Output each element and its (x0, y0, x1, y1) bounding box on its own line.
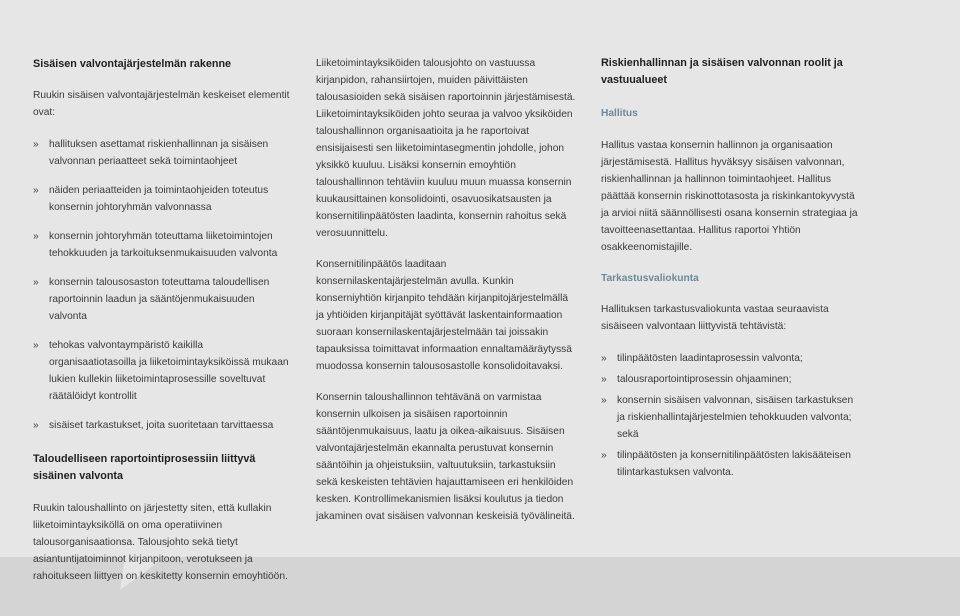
list-item: » näiden periaatteiden ja toimintaohjeiden toteutus konsernin johtoryhmän valvonnassa (33, 182, 290, 216)
list-item: » hallituksen asettamat riskienhallinnan ja sisäisen valvonnan periaatteet sekä toimintaohjeet (33, 136, 290, 170)
list-item: » tilinpäätösten ja konsernitilinpäätösten lakisääteisen tilintarkastuksen valvonta. (601, 447, 859, 481)
list-item: » talousraportointiprosessin ohjaaminen; (601, 371, 859, 388)
audit-committee-subheading: Tarkastusvaliokunta (601, 273, 699, 284)
list-item: » tehokas valvontaympäristö kaikilla organisaatiotasoilla ja liiketoimintayksiköissä mukaan lukien kullekin liiketoimintaprosessille soveltuvat räätälöidyt kontrollit (33, 337, 290, 405)
middle-paragraph-2: Konsernitilinpäätös laaditaan konsernilaskentajärjestelmän avulla. Kunkin konserniyhtiön kirjanpito tehdään kirjanpitojärjestelmällä ja yhtiöiden kirjanpitäjät syöttävät laskentainformaation suoraan konsernilaskentajärjestelmään tai joissakin tapauksissa toimittavat informaation ennaltamääräytyssä muodossa konsernin talousosastolle konsolidoitavaksi. (316, 259, 572, 372)
list-item: » tilinpäätösten laadintaprosessin valvonta; (601, 350, 859, 367)
list-item: » konsernin sisäisen valvonnan, sisäisen tarkastuksen ja riskienhallintajärjestelmien tehokkuuden valvonta; sekä (601, 392, 859, 443)
structure-intro: Ruukin sisäisen valvontajärjestelmän keskeiset elementit ovat: (33, 90, 290, 118)
middle-paragraph-3: Konsernin taloushallinnon tehtävänä on varmistaa konsernin ulkoisen ja sisäisen raportoinnin sääntöjenmukaisuus, laatu ja oikea-aikaisuus. Sisäisen valvontajärjestelmän ekannalta perustuvat konsernin sääntöihin ja ohjeistuksiin, valtuutuksiin, tarkastuksiin sekä keskeisten tehtävien hajauttamiseen eri henkilöiden kesken. Kontrollimekanismien lisäksi koulutus ja tiedon jakaminen ovat sisäisen valvonnan keskeisiä työvälineitä. (316, 392, 575, 522)
audit-committee-bullet-list (601, 350, 859, 481)
list-item: » sisäiset tarkastukset, joita suoritetaan tarvittaessa (33, 417, 290, 434)
list-item: » konsernin johtoryhmän toteuttama liiketoimintojen tehokkuuden ja tarkoituksenmukaisuuden valvonta (33, 228, 290, 262)
structure-heading: Sisäisen valvontajärjestelmän rakenne (33, 58, 232, 70)
board-subheading: Hallitus (601, 108, 638, 119)
roles-heading: Riskienhallinnan ja sisäisen valvonnan roolit ja vastuualueet (601, 57, 843, 86)
right-column (601, 0, 859, 485)
middle-paragraph-1: Liiketoimintayksiköiden talousjohto on vastuussa kirjanpidon, rahansiirtojen, muiden päivittäisten talousasioiden sekä sisäisen raportoinnin järjestämisestä. Liiketoimintayksiköiden johto seuraa ja valvoo yksiköiden taloushallinnon organisaatioita ja he raportoivat ensisijaisesti sen liiketoimintasegmentin johdolle, johon yksikkö kuuluu. Lisäksi konsernin emoyhtiön taloushallinnon tehtäviin kuuluu muun muassa konsernin kuukausittainen konsolidointi, osavuosikatsausten ja konsernitilinpäätösten laadinta, konsernin rahoitus sekä verosuunnittelu. (316, 58, 576, 239)
audit-committee-paragraph: Hallituksen tarkastusvaliokunta vastaa seuraavista sisäiseen valvontaan liittyvistä tehtävistä: (601, 304, 829, 332)
list-item: » konsernin talousosaston toteuttama taloudellisen raportoinnin laadun ja sääntöjenmukaisuuden valvonta (33, 274, 290, 325)
structure-bullet-list (33, 136, 290, 434)
board-paragraph: Hallitus vastaa konsernin hallinnon ja organisaation järjestämisestä. Hallitus hyväksyy sisäisen valvonnan, riskienhallinnan ja hallinnon toimintaohjeet. Hallitus päättää konsernin riskinottotasosta ja riskinkantokyvystä ja arvioi niitä säännöllisesti osana konsernin strategiaa ja tavoitteenasettantaa. Hallitus raportoi Yhtiön osakkeenomistajille. (601, 140, 858, 253)
left-column (33, 0, 290, 585)
reporting-heading: Taloudelliseen raportointiprosessiin liittyvä sisäinen valvonta (33, 453, 256, 482)
reporting-paragraph: Ruukin taloushallinto on järjestetty siten, että kullakin liiketoimintayksiköllä on oma operatiivinen talousorganisaationsa. Talousjohto sekä tietyt asiantuntijatoiminnot kirjanpitoon, verotukseen ja rahoitukseen liittyen on keskitetty konsernin emoyhtiöön. (33, 503, 288, 582)
middle-column (316, 0, 578, 525)
